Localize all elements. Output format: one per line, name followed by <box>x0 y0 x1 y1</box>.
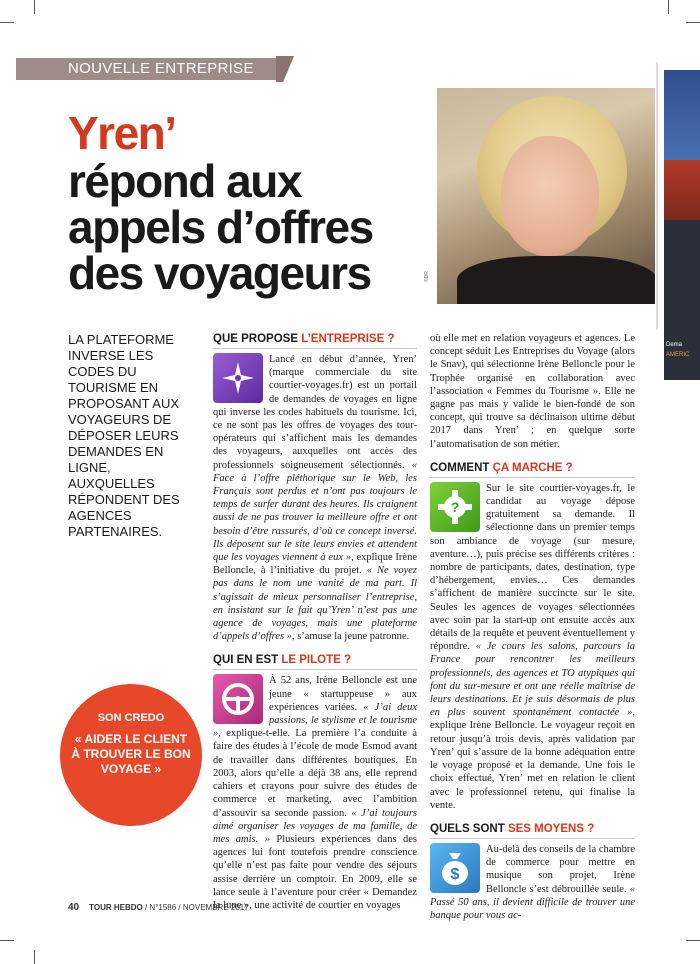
headline-line: appels d’offres <box>68 201 373 253</box>
crop-mark <box>34 0 35 14</box>
section-heading: QUELS SONT SES MOYENS ? <box>430 822 635 839</box>
credo-label: SON CREDO <box>97 712 165 724</box>
crop-mark <box>0 940 14 941</box>
kicker-flag <box>276 56 294 82</box>
fragment-text: AMERIC <box>666 352 690 358</box>
crop-mark <box>668 0 669 14</box>
section-heading: COMMENT ÇA MARCHE ? <box>430 461 635 478</box>
crop-mark <box>686 22 700 23</box>
headline-line: des voyageurs <box>68 247 371 299</box>
steering-wheel-icon <box>213 674 263 724</box>
section-heading: QUE PROPOSE L’ENTREPRISE ? <box>213 332 417 349</box>
svg-text:$: $ <box>450 865 460 883</box>
crop-mark <box>686 940 700 941</box>
article-column-1: QUE PROPOSE L’ENTREPRISE ? Lancé en début d’année, Yren’ (marque commerciale du site courtier-voyages.fr) est un portail de demandes de voyages en ligne qui inverse les codes habituels du tourisme. Ici, ce ne sont pas les offres de voyages des tour-opérateurs qui s’affichent mais les demandes des voyageurs, auxquelles ont accès des professionnels soigneusement sélectionnés. « Face à l’offre pléthorique sur le Web, les Français sont perdus et n’ont pas toujours le temps de surfer durant des heures. Ils craignent aussi de ne pas trouver la meilleure offre et ont besoin d’être rassurés, d’où ce concept inversé. Ils déposent sur le site leurs envies et attendent que les voyages viennent à eux », explique Irène Belloncle, à l’initiative du projet. « Ne voyez pas dans le nom une vanité de ma part. Il s’agissait de mieux personnaliser l’entreprise, en insistant sur le fait qu’Yren’ n’est pas une agence de voyages, mais une plateforme d’appels d’offres », s’amuse la jeune patronne. QUI EN EST LE PILOTE ? À 52 ans, Irène Belloncle est une jeune « startuppeuse » aux expériences variées. « J’ai deux passions, le stylisme et le tourisme », explique-t-elle. La première l’a conduite à faire des études à l’école de mode Esmod avant de travailler dans différentes boutiques. En 2003, alors qu’elle a déjà 38 ans, elle reprend cahiers et crayons pour suivre des études de commerce et marketing, avec l’ambition d’assouvir sa seconde passion. « J’ai toujours aimé organiser les voyages de ma famille, de mes amis. » Plusieurs expériences dans des agences lui font toutefois prendre conscience qu’elle n’est pas faite pour vendre des séjours assise derrière un comptoir. En 2009, elle se lance seule à l’aventure pour créer « Demandez la lune », une activité de courtier en voyages <box>213 333 417 911</box>
headline <box>68 107 428 299</box>
svg-text:?: ? <box>450 498 460 515</box>
page-number: 40 <box>68 902 80 913</box>
adjacent-page-fragment <box>656 62 700 358</box>
crop-mark <box>0 22 14 23</box>
section-kicker: NOUVELLE ENTREPRISE <box>16 58 284 80</box>
standfirst: LA PLATEFORME INVERSE LES CODES DU TOURISME EN PROPOSANT AUX VOYAGEURS DE DÉPOSER LEURS DEMANDES EN LIGNE, AUXQUELLES RÉPONDENT DES AGENCES PARTENAIRES. <box>68 332 180 539</box>
headline-line: répond aux <box>68 155 301 207</box>
section-heading: QUI EN EST LE PILOTE ? <box>213 653 417 670</box>
paragraph: où elle met en relation voyageurs et agences. Le concept séduit Les Entreprises du Voyage (alors le Snav), qui sélectionne Irène Belloncle pour le Trophée organisé en collaboration avec l’association « Femmes du Tourisme ». Elle ne gagne pas mais y valide le bien-fondé de son concept, qui trouve sa déclinaison ultime début 2017 dans Yren’ ; en quelque sorte l’automatisation de son métier. <box>430 333 635 450</box>
fragment-text: Dema <box>666 342 683 348</box>
headline-brand: Yren’ <box>68 107 176 159</box>
money-bag-icon <box>430 843 480 893</box>
crop-mark <box>34 950 35 964</box>
page-footer <box>68 902 249 913</box>
compass-icon <box>213 353 263 403</box>
magazine-name: TOUR HEBDO <box>89 903 143 912</box>
issue-info: / N°1586 / NOVEMBRE 2017 <box>142 903 249 912</box>
credo-quote: « AIDER LE CLIENT À TROUVER LE BON VOYAGE » <box>71 732 191 776</box>
photo-credit: ©DR <box>424 271 430 282</box>
gear-icon <box>430 482 480 532</box>
portrait-photo <box>437 88 655 304</box>
article-column-2: où elle met en relation voyageurs et agences. Le concept séduit Les Entreprises du Voyage (alors le Snav), qui sélectionne Irène Belloncle pour le Trophée organisé en collaboration avec l’association « Femmes du Tourisme ». Elle ne gagne pas mais y valide le bien-fondé de son concept, qui trouve sa déclinaison ultime début 2017 dans Yren’ ; en quelque sorte l’automatisation de son métier. COMMENT ÇA MARCHE ? ? Sur le site courtier-voyages.fr, le candidat au voyage dépose gratuitement sa demande. Il sélectionne dans un premier temps son ambiance de voyage (sur mesure, aventure…), puis précise ses différents critères : nombre de participants, dates, destination, type d’hébergement, envies… Ces demandes s’affichent de manière succincte sur le site. Seules les agences de voyages sélectionnées avec soin par la start-up ont ensuite accès aux détails de la requête et peuvent éventuellement y répondre. « Je cours les salons, parcours la France pour rencontrer les meilleurs professionnels, des agences et TO atypiques qui font du sur-mesure et ont une réelle maîtrise de leurs destinations. Et je suis désormais de plus en plus souvent spontanément contactée », explique Irène Belloncle. Le voyageur reçoit en retour jusqu’à trois devis, après validation par Yren’ qui s’assure de la bonne adéquation entre le voyage proposé et la demande. Une fois le choix effectué, Yren’ met en relation le client avec le professionnel retenu, qui finalise la vente. QUELS SONT SES MOYENS ? $ Au-delà des conseils de la chambre de commerce pour mettre en musique son projet, Irène Belloncle s’est débrouillée seule. « Passé 50 ans, il devient difficile de trouver une banque pour vous ac- <box>430 333 635 921</box>
credo-badge <box>60 684 202 826</box>
